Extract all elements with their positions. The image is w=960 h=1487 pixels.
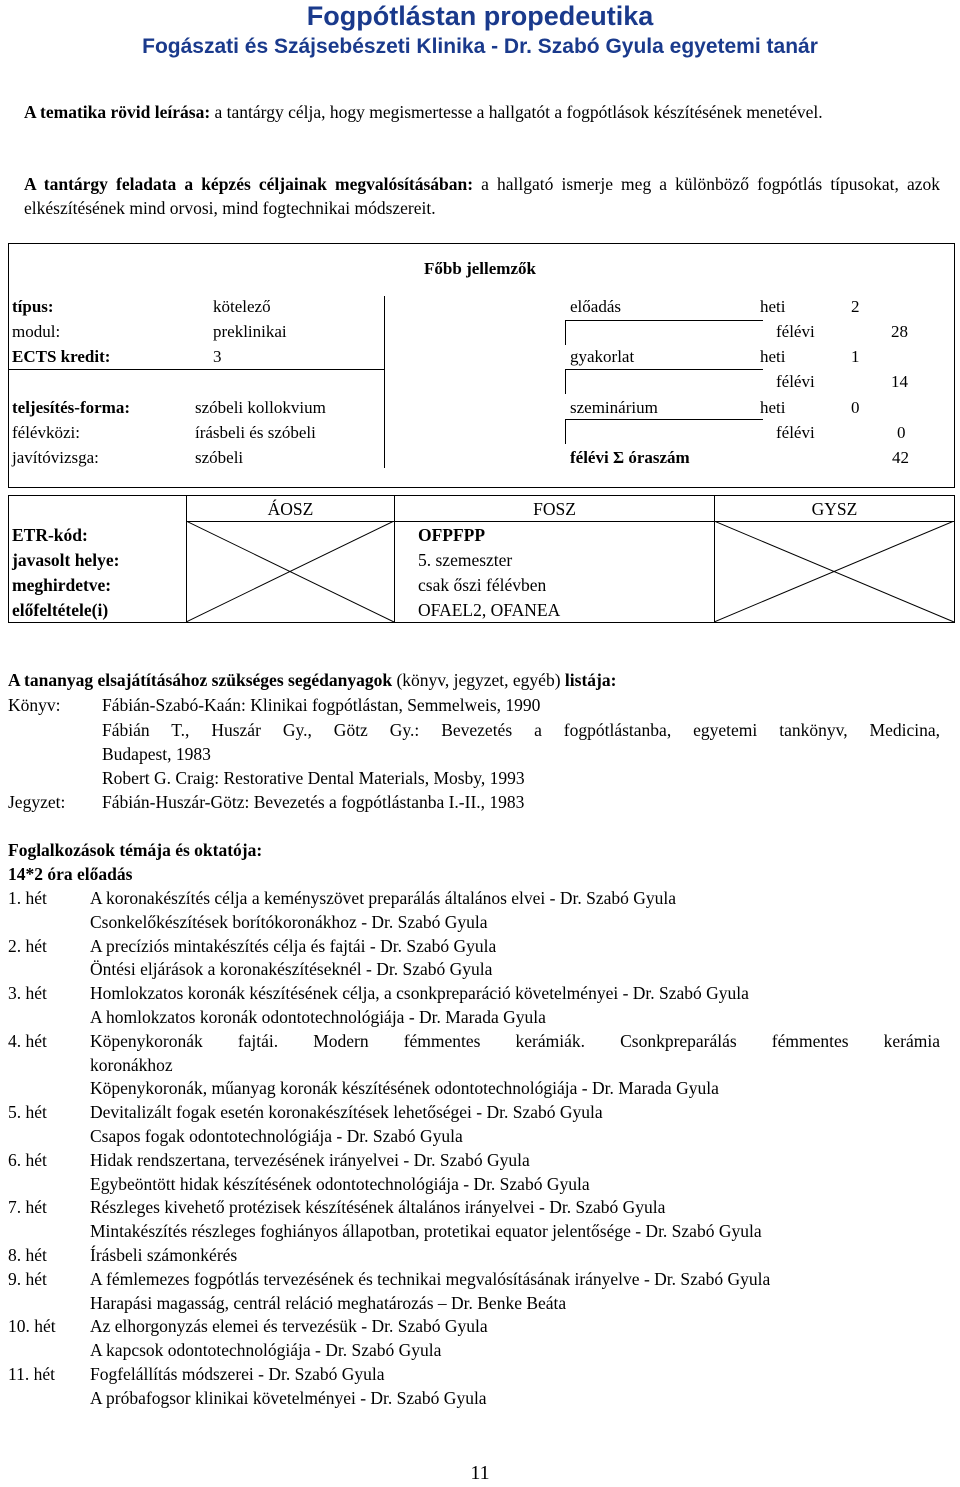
elofeltetel-label: előfeltétele(i) [12,600,109,620]
notes-1: Fábián-Huszár-Götz: Bevezetés a fogpótlástanba I.-II., 1983 [102,792,525,812]
week-label: 11. hét [8,1364,55,1384]
task-label: A tantárgy feladata a képzés céljainak megvalósításában: [24,174,474,194]
week-label: 9. hét [8,1268,47,1289]
week-label: 6. hét [8,1149,47,1170]
features-heading: Főbb jellemzők [424,259,536,278]
week-topic: A próbafogsor klinikai követelményei - Dr. Szabó Gyula [90,1387,487,1408]
week-topic: Köpenykoronák, műanyag koronák készítésének odontotechnológiája - Dr. Marada Gyula [90,1078,719,1099]
week-topic: Mintakészítés részleges foghiányos állapotban, protetikai equator jelentősége - Dr. Szabó Gyula [90,1221,762,1242]
jegyzet-label: Jegyzet: [8,792,66,812]
week-topic: Devitalizált fogak esetén koronakészítések lehetőségei - Dr. Szabó Gyula [90,1102,603,1123]
szeminarium-heti: heti [760,398,786,417]
week-topic: Csonkelőkészítések borítókoronákhoz - Dr. Szabó Gyula [90,911,488,932]
gyakorlat-heti: heti [760,347,786,366]
week-topic: Írásbeli számonkérés [90,1245,238,1265]
gyakorlat-felevi: félévi [776,372,815,391]
page-subtitle: Fogászati és Szájsebészeti Klinika - Dr. Szabó Gyula egyetemi tanár [142,35,818,58]
col-aosz-header: ÁOSZ [267,499,314,519]
col-fosz-header: FOSZ [533,499,576,519]
week-topic: Öntési eljárások a koronakészítéseknél - Dr. Szabó Gyula [90,959,493,980]
description-label: A tematika rövid leírása: [24,102,211,122]
book-1: Fábián-Szabó-Kaán: Klinikai fogpótlástan, Semmelweis, 1990 [102,695,541,715]
week-label: 1. hét [8,888,47,908]
materials-heading: A tananyag elsajátításához szükséges segédanyagok (könyv, jegyzet, egyéb) listája: [8,670,617,690]
eloadas-label: előadás [570,297,621,316]
eloadas-heti-value: 2 [851,297,860,316]
task-paragraph [24,172,940,220]
tipus-value: kötelező [213,297,271,316]
week-topic: Fogfelállítás módszerei - Dr. Szabó Gyula [90,1364,385,1384]
book-2-cont: Budapest, 1983 [102,744,211,764]
szeminarium-label: szeminárium [570,398,658,417]
week-topic: Csapos fogak odontotechnológiája - Dr. Szabó Gyula [90,1126,463,1146]
page-number: 11 [470,1462,490,1484]
ects-value: 3 [213,347,222,366]
week-topic: Részleges kivehető protézisek készítésének általános irányelvei - Dr. Szabó Gyula [90,1197,666,1218]
week-label: 7. hét [8,1197,47,1218]
etr-value: OFPFPP [418,525,486,545]
week-topic: Harapási magasság, centrál reláció meghatározás – Dr. Benke Beáta [90,1292,567,1313]
szeminarium-felevi: félévi [776,423,815,442]
meghirdetve-value: csak őszi félévben [418,575,547,595]
week-label: 4. hét [8,1030,47,1051]
helye-value: 5. szemeszter [418,550,513,570]
task-text: a hallgató ismerje meg a különböző fogpótlás típusokat, azok elkészítésének mind orvosi, mind fogtechnikai módszereit. [24,174,940,218]
total-hours-label: félévi Σ óraszám [570,448,690,467]
eloadas-heti: heti [760,297,786,316]
total-hours-value: 42 [892,448,909,467]
felevkozi-label: félévközi: [12,423,80,442]
szeminarium-heti-value: 0 [851,398,860,417]
week-topic: A kapcsok odontotechnológiája - Dr. Szabó Gyula [90,1340,442,1361]
tipus-label: típus: [12,297,54,316]
schedule-subheading: 14*2 óra előadás [8,864,133,884]
ects-label: ECTS kredit: [12,347,111,366]
week-topic: Köpenykoronák fajtái. Modern fémmentes kerámiák. Csonkpreparálás fémmentes kerámia [90,1030,940,1051]
helye-label: javasolt helye: [12,550,120,570]
szeminarium-felevi-value: 0 [897,423,906,442]
book-2: Fábián T., Huszár Gy., Götz Gy.: Bevezetés a fogpótlástanba, egyetemi tankönyv, Medicina, [102,720,940,740]
week-topic: Homlokzatos koronák készítésének célja, a csonkpreparáció követelményei - Dr. Szabó Gyula [90,983,749,1004]
gysz-crossed-cell [714,521,955,623]
week-topic: Hidak rendszertana, tervezésének irányelvei - Dr. Szabó Gyula [90,1149,530,1170]
gyakorlat-felevi-value: 14 [891,372,908,391]
week-topic: Az elhorgonyzás elemei és tervezésük - Dr. Szabó Gyula [90,1316,488,1337]
week-label: 2. hét [8,935,47,956]
week-topic: A homlokzatos koronák odontotechnológiája - Dr. Marada Gyula [90,1007,546,1027]
week-topic: A precíziós mintakészítés célja és fajtái - Dr. Szabó Gyula [90,935,497,956]
gyakorlat-heti-value: 1 [851,347,860,366]
week-topic: A fémlemezes fogpótlás tervezésének és technikai megvalósításának irányelve - Dr. Szabó Gyula [90,1268,771,1289]
meghirdetve-label: meghirdetve: [12,575,112,595]
col-gysz-header: GYSZ [811,499,858,519]
elofeltetel-value: OFAEL2, OFANEA [418,600,561,620]
description-text: a tantárgy célja, hogy megismertesse a hallgatót a fogpótlások készítésének menetével. [210,102,823,122]
etr-label: ETR-kód: [12,525,88,545]
page-title: Fogpótlástan propedeutika [306,1,654,31]
javito-value: szóbeli [195,448,244,467]
teljesites-value: szóbeli kollokvium [195,398,326,417]
teljesites-label: teljesítés-forma: [12,398,130,417]
week-topic: A koronakészítés célja a keményszövet preparálás általános elvei - Dr. Szabó Gyula [90,888,677,908]
konyv-label: Könyv: [8,695,61,715]
week-topic: koronákhoz [90,1054,173,1075]
description-paragraph [24,100,940,124]
felevkozi-value: írásbeli és szóbeli [195,423,316,442]
aosz-crossed-cell [186,521,395,623]
week-topic: Egybeöntött hidak készítésének odontotechnológiája - Dr. Szabó Gyula [90,1173,590,1194]
modul-value: preklinikai [213,322,287,341]
book-3: Robert G. Craig: Restorative Dental Materials, Mosby, 1993 [102,768,525,788]
eloadas-felevi: félévi [776,322,815,341]
javito-label: javítóvizsga: [12,448,99,467]
week-label: 5. hét [8,1102,47,1123]
schedule-heading: Foglalkozások témája és oktatója: [8,840,263,860]
modul-label: modul: [12,322,61,341]
eloadas-felevi-value: 28 [891,322,908,341]
week-label: 8. hét [8,1245,47,1265]
gyakorlat-label: gyakorlat [570,347,635,366]
week-label: 3. hét [8,983,47,1004]
week-label: 10. hét [8,1316,56,1337]
